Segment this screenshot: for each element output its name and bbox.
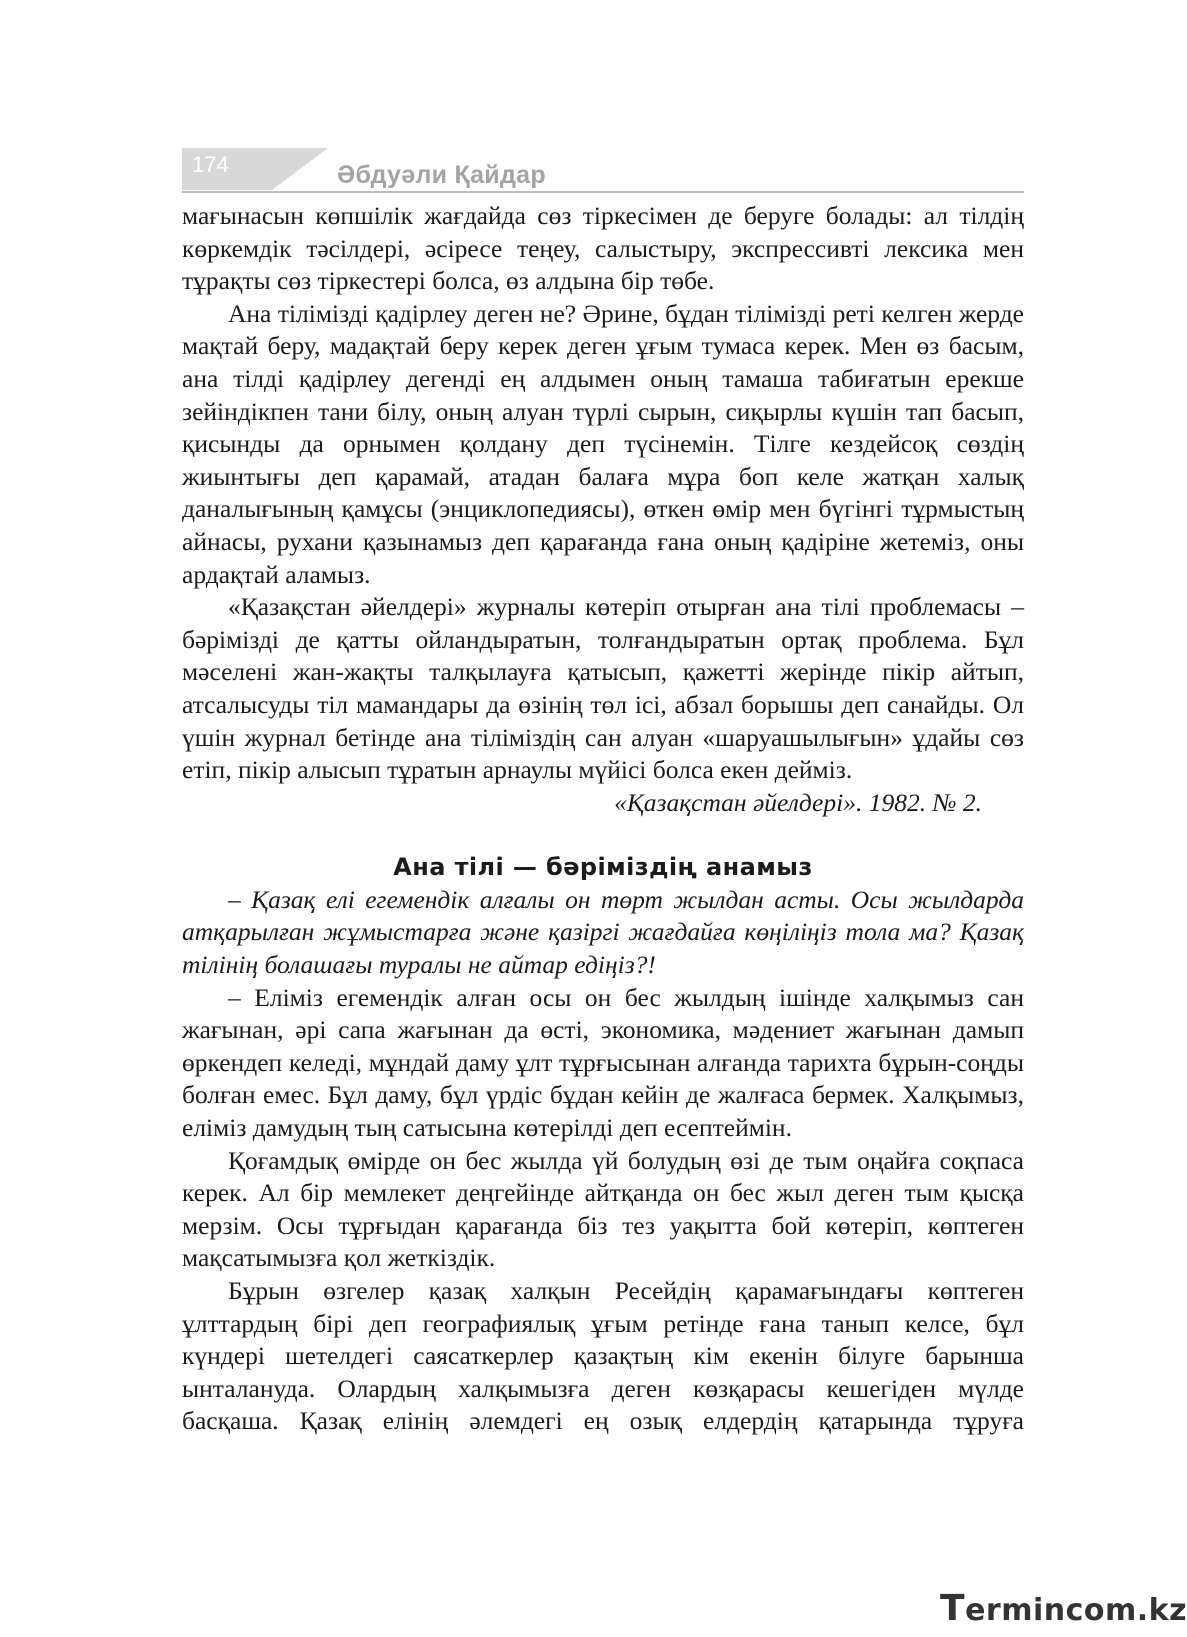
paragraph: Қоғамдық өмірде он бес жылда үй болудың өзі де тым оңайға соқпаса керек. Ал бір мемлекет деңгейінде айтқанда он бес жыл деген тым қысқа мерзім. Осы тұрғыдан қарағанда біз тез уақытта бой көтеріп, көптеген мақсатымызға қол жеткіздік. <box>182 1145 1024 1273</box>
paragraph: «Қазақстан әйелдері» журналы көтеріп отырған ана тілі проблемасы – бәрімізді де қатты ойландыратын, толғандыратын ортақ проблема. Бұл мәселені жан-жақты талқылауға қатысып, қажетті жерінде пікір айтып, атсалысуды тіл мамандары да өзінің төл ісі, абзал борышы деп санайды. Ол үшін журнал бетінде ана тіліміздің сан алуан «шаруашылығын» ұдайы сөз етіп, пікір алысып тұратын арнаулы мүйісі болса екен дейміз. <box>182 592 1024 785</box>
site-watermark-logo <box>940 1588 1187 1629</box>
page-tab-wedge <box>272 148 328 190</box>
page-body <box>182 200 1024 1438</box>
running-head-author: Әбдуәли Қайдар <box>337 161 546 189</box>
watermark-text: ermincom.kz <box>965 1593 1187 1628</box>
page-header <box>182 148 1024 196</box>
page-number: 174 <box>192 152 229 177</box>
paragraph-continued: мағынасын көпшілік жағдайда сөз тіркесімен де беруге болады: ал тілдің көркемдік тәсілдері, әсіресе теңеу, салыстыру, экспрессивті лексика мен тұрақты сөз тіркестері болса, өз алдына бір төбе. <box>182 201 1024 296</box>
interview-question: – Қазақ елі егемендік алғалы он төрт жылдан асты. Осы жылдарда атқарылған жұмыстарға және қазіргі жағдайға көңіліңіз тола ма? Қазақ тілінің болашағы туралы не айтар едіңіз?! <box>182 884 1024 980</box>
paragraph: Бұрын өзгелер қазақ халқын Ресейдің қарамағындағы көптеген ұлттардың бірі деп географиялық ұғым ретінде ғана танып келсе, бұл күндері шетелдегі саясаткерлер қазақтың кім екенін білуге барынша ынталануда. Олардың халқымызға деген көзқарасы кешегіден мүлде басқаша. Қазақ елінің әлемдегі ең озық елдердің қатарында тұруға <box>182 1276 1024 1436</box>
interview-answer: – Еліміз егемендік алған осы он бес жылдың ішінде халқымыз сан жағынан, әрі сапа жағынан да өсті, экономика, мәдениет жағынан дамып өркендеп келеді, мұндай даму ұлт тұрғысынан алғанда тарихта бұрын-соңды болған емес. Бұл даму, бұл үрдіс бұдан кейін де жалғаса бермек. Халқымыз, еліміз дамудың тың сатысына көтерілді деп есептеймін. <box>182 982 1024 1143</box>
watermark-initial: T <box>940 1588 966 1629</box>
source-citation: «Қазақстан әйелдері». 1982. № 2. <box>614 787 982 817</box>
section-title: Ана тілі — бәріміздің анамыз <box>393 853 813 882</box>
header-rule <box>182 191 1024 193</box>
paragraph: Ана тілімізді қадірлеу деген не? Әрине, бұдан тілімізді реті келген жерде мақтай беру, мадақтай беру керек деген ұғым тумаса керек. Мен өз басым, ана тілді қадірлеу дегенді ең алдымен оның тамаша табиғатын ерекше зейіндікпен тани білу, оның алуан түрлі сырын, сиқырлы күшін тап басып, қисынды да орнымен қолдану деп түсінемін. Тілге кездейсоқ сөздің жиынтығы деп қарамай, атадан балаға мұра боп келе жатқан халық даналығының қамұсы (энциклопедиясы), өткен өмір мен бүгінгі тұрмыстың айнасы, рухани қазынамыз деп қарағанда ғана оның қадіріне жетеміз, оны ардақтай аламыз. <box>182 298 1024 589</box>
